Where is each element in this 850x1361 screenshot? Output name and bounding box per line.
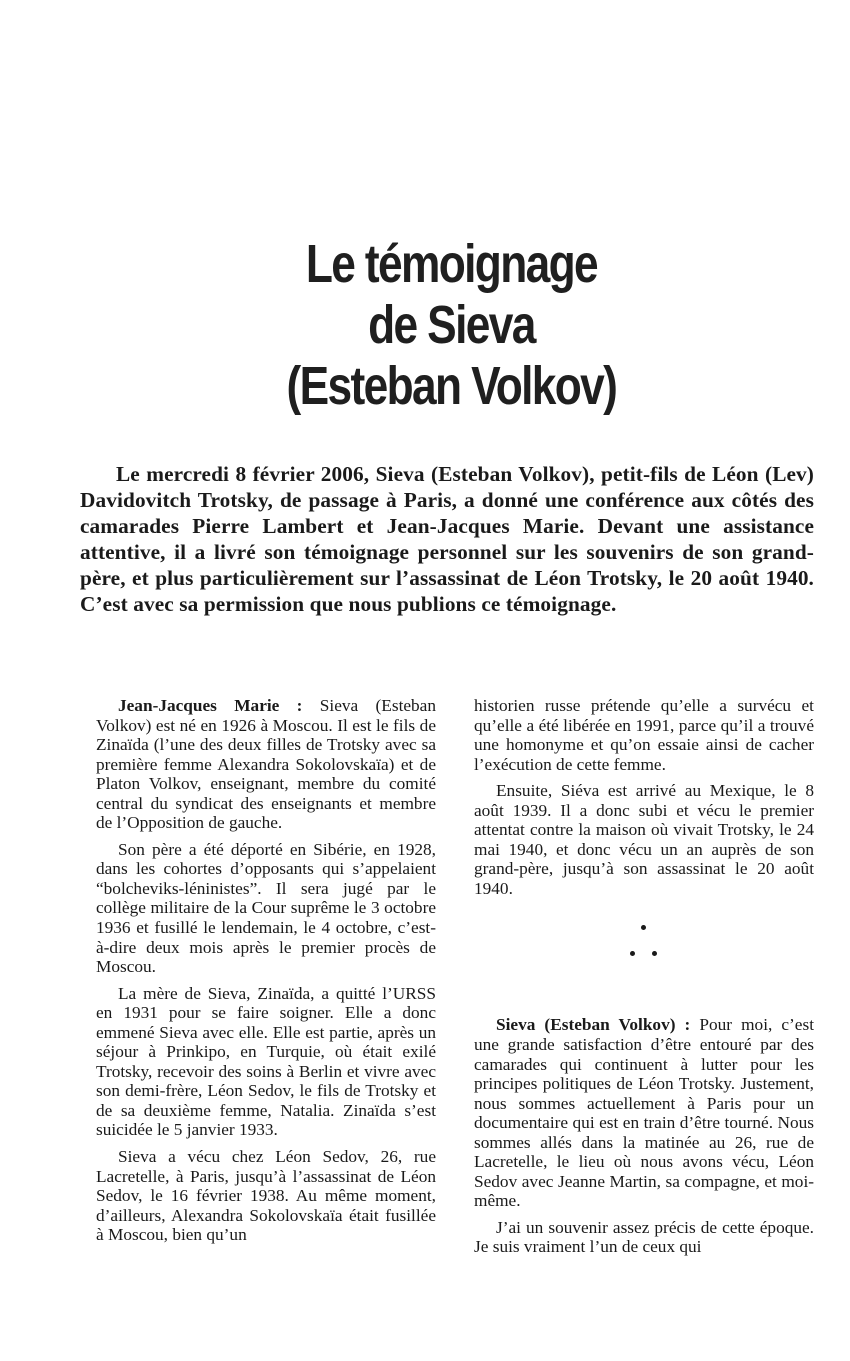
title-line-1: Le témoignage [305,234,597,294]
title-line-2: de Sieva [368,295,535,355]
paragraph [96,696,436,833]
separator-dot [652,951,657,956]
paragraph: La mère de Sieva, Zinaïda, a quitté l’URSS en 1931 pour se faire soigner. Elle a donc emmené Sieva avec elle. Elle est partie, après un séjour à Prinkipo, en Turquie, où était exilé Trotsky, recevoir des soins à Berlin et vivre avec son demi-frère, Léon Sedov, le fils de Trotsky et de sa deuxième femme, Natalia. Zinaïda s’est suicidée le 5 janvier 1933. [96,983,436,1140]
speaker-name: Sieva (Esteban Volkov) : [496,1015,691,1035]
title-line-3: (Esteban Volkov) [286,356,617,416]
article-title [81,234,821,417]
paragraph: Son père a été déporté en Sibérie, en 1928, dans les cohortes d’opposants qui s’appelaient “bolcheviks-léninistes”. Il sera jugé par le collège militaire de la Cour suprême le 3 octobre 1936 et fusillé le lendemain, le 4 octobre, c’est-à-dire deux mois après le premier procès de Moscou. [96,839,436,977]
right-column [474,696,814,1264]
paragraph: Sieva a vécu chez Léon Sedov, 26, rue Lacretelle, à Paris, jusqu’à l’assassinat de Léon Sedov, le 16 février 1938. Au même moment, d’ailleurs, Alexandra Sokolovskaïa était fusillée à Moscou, bien qu’un [96,1147,436,1245]
paragraph-text: Pour moi, c’est une grande satisfaction d’être entouré par des camarades qui continuent à lutter pour les principes politiques de Léon Trotsky. Justement, nous sommes actuellement à Paris pour un documentaire qui est en train d’être tourné. Nous sommes allés dans la matinée au 26, rue de Lacretelle, le lieu où nous avons vécu, Léon Sedov avec Jeanne Martin, sa compagne, et moi-même. [474,1015,815,1211]
speaker-name: Jean-Jacques Marie : [118,696,303,715]
intro-paragraph: Le mercredi 8 février 2006, Sieva (Esteban Volkov), petit-fils de Léon (Lev) Davidovitch Trotsky, de passage à Paris, a donné une conférence aux côtés des camarades Pierre Lambert et Jean-Jacques Marie. Devant une assistance attentive, il a livré son témoignage personnel sur les souvenirs de son grand-père, et plus particulièrement sur l’assassinat de Léon Trotsky, le 20 août 1940. C’est avec sa permission que nous publions ce témoignage. [80,462,814,616]
separator-dot [641,925,646,930]
section-separator [474,925,814,981]
paragraph-text: Sieva (Esteban Volkov) est né en 1926 à Moscou. Il est le fils de Zinaïda (l’une des deux filles de Trotsky avec sa première femme Alexandra Sokolovskaïa) et de Platon Volkov, enseignant, membre du comité central du syndicat des enseignants et membre de l’Opposition de gauche. [96,696,436,833]
left-column [96,696,436,1252]
paragraph: historien russe prétende qu’elle a survécu et qu’elle a été libérée en 1991, parce qu’il a trouvé une homonyme et qu’on essaie ainsi de cacher l’exécution de cette femme. [474,696,814,774]
paragraph: J’ai un souvenir assez précis de cette époque. Je suis vraiment l’un de ceux qui [474,1217,814,1257]
paragraph [474,1015,814,1210]
separator-dot [630,951,635,956]
paragraph: Ensuite, Siéva est arrivé au Mexique, le 8 août 1939. Il a donc subi et vécu le premier attentat contre la maison où vivait Trotsky, le 24 mai 1940, et donc vécu un an auprès de son grand-père, jusqu’à son assassinat le 20 août 1940. [474,781,814,898]
